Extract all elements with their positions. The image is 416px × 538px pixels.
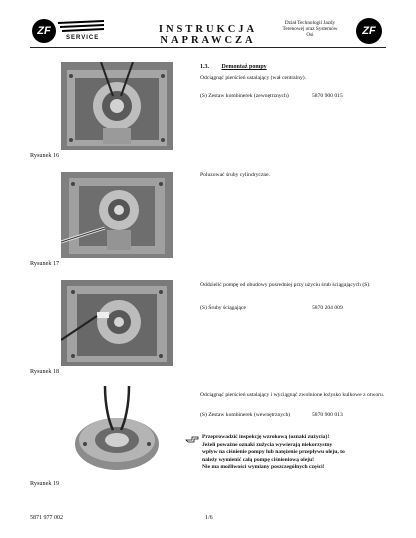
section-title: Demontaż pompy bbox=[221, 64, 267, 70]
figure-17-photo bbox=[61, 172, 173, 258]
warning-line-5: Nie ma możliwości wymiany poszczególnych części! bbox=[202, 464, 325, 471]
figure-17-caption: Rysunek 17 bbox=[30, 260, 60, 267]
inspection-warning bbox=[202, 434, 390, 472]
tool-name: (S) Zestaw kombinerek (zewnętrznych) bbox=[200, 93, 289, 99]
zf-logo-left: ZF bbox=[32, 19, 56, 43]
figure-16-photo bbox=[61, 62, 173, 150]
tool-code: 5870 900 013 bbox=[312, 412, 343, 418]
warning-line-2: Jeżeli poważne oznaki zużycia wywierają niekorzystny bbox=[202, 441, 333, 448]
warning-line-4: należy wymienić całą pompę ciśnieniową oleju! bbox=[202, 456, 315, 463]
department-info bbox=[274, 20, 346, 38]
title-line-2: NAPRAWCZA bbox=[160, 35, 256, 46]
tool-name: (S) Śruby ściągające bbox=[200, 305, 246, 311]
tool-name: (S) Zestaw kombinerek (wewnętrznych) bbox=[200, 412, 291, 418]
step-17-text: Poluzować śruby cylindryczne. bbox=[200, 172, 271, 178]
figure-18-photo bbox=[61, 280, 173, 366]
warning-line-1: Przeprowadzić inspekcję wzrokową (oznaki zużycia)! bbox=[202, 434, 330, 440]
document-title bbox=[158, 24, 258, 46]
page-header bbox=[30, 18, 386, 48]
step-19-tool bbox=[200, 412, 390, 418]
step-18-tool bbox=[200, 305, 390, 311]
document-number: 5871 977 002 bbox=[30, 515, 63, 521]
dept-line-1: Dział Technologii Jazdy bbox=[284, 20, 336, 26]
zf-logo-right: ZF bbox=[356, 18, 382, 44]
step-18-text: Oddzielić pompę od obudowy pośredniej przy użyciu śrub ściągających (S). bbox=[200, 282, 371, 288]
figure-19-photo bbox=[61, 386, 173, 480]
pointing-hand-icon bbox=[185, 435, 199, 444]
section-heading bbox=[200, 64, 267, 70]
dept-line-2: Terenowej oraz Systemów bbox=[282, 26, 338, 32]
dept-line-3: Osi bbox=[306, 32, 314, 38]
page-number: 1/6 bbox=[205, 515, 213, 521]
tool-code: 5870 900 015 bbox=[312, 93, 343, 99]
step-16-tool bbox=[200, 93, 390, 99]
step-16-text: Odciągnąć pierścień ustalający (wał centralny). bbox=[200, 75, 307, 81]
tool-code: 5870 204 009 bbox=[312, 305, 343, 311]
speed-stripes-icon bbox=[58, 20, 104, 34]
figure-18-caption: Rysunek 18 bbox=[30, 368, 60, 375]
zf-service-logo bbox=[30, 18, 106, 46]
figure-19-caption: Rysunek 19 bbox=[30, 480, 60, 487]
step-19-text: Odciągnąć pierścień ustalający i wyciągnąć zwolnione łożysko kulkowe z otworu. bbox=[200, 392, 385, 398]
service-label: SERVICE bbox=[66, 35, 100, 41]
title-line-1: INSTRUKCJA bbox=[158, 24, 258, 35]
figure-16-caption: Rysunek 16 bbox=[30, 152, 60, 159]
section-number: 1.3. bbox=[200, 64, 209, 70]
warning-line-3: wpływ na ciśnienie pompy lub natężenie przepływu oleju, to bbox=[202, 449, 345, 456]
